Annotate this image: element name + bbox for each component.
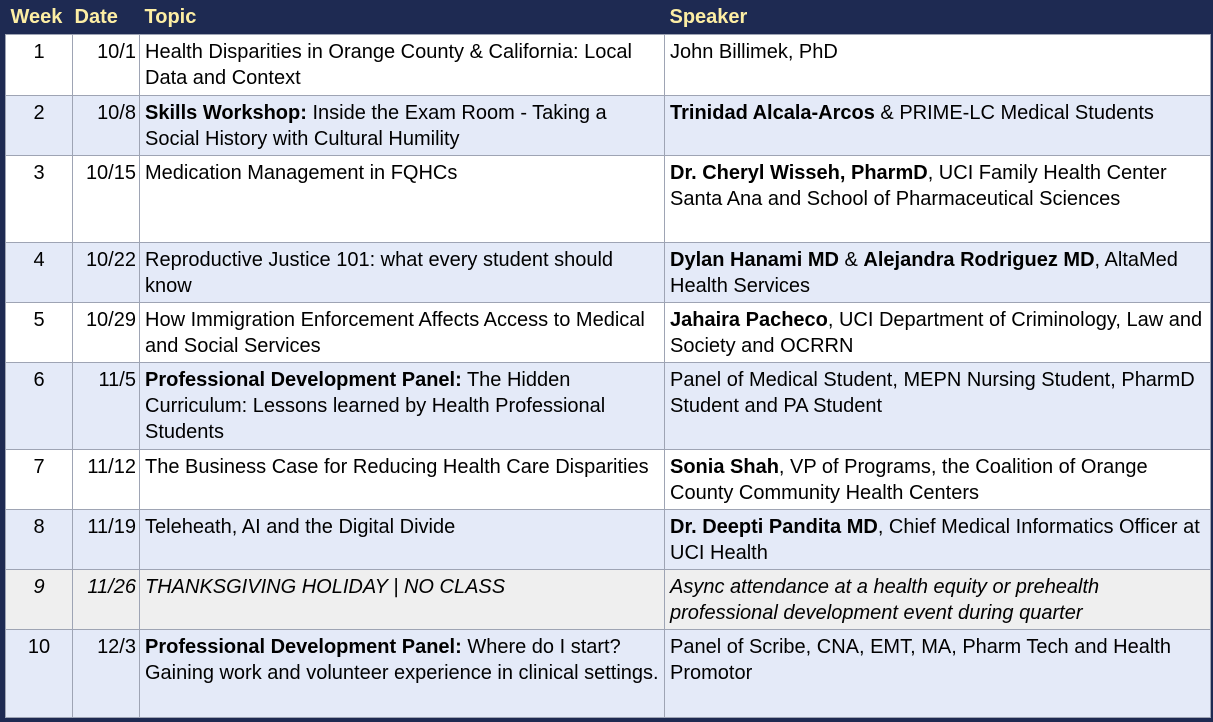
speaker-name: Sonia Shah	[670, 455, 779, 478]
speaker-affiliation: Async attendance at a health equity or prehealth professional development event during quarter	[670, 575, 1100, 624]
speaker-name: Dr. Cheryl Wisseh, PharmD	[670, 161, 928, 184]
topic-text: Reproductive Justice 101: what every student should know	[145, 248, 614, 297]
speaker-affiliation: John Billimek, PhD	[670, 40, 838, 63]
topic-cell	[140, 155, 665, 242]
speaker-affiliation: , UCI Family Health Center Santa Ana and School of Pharmaceutical Sciences	[670, 161, 1167, 210]
speaker-cell	[665, 302, 1211, 362]
speaker-affiliation: , VP of Programs, the Coalition of Orange County Community Health Centers	[670, 455, 1148, 504]
topic-text: THANKSGIVING HOLIDAY | NO CLASS	[145, 575, 506, 598]
speaker-cell	[665, 155, 1211, 242]
topic-text: The Business Case for Reducing Health Care Disparities	[145, 455, 649, 478]
date-cell: 11/5	[73, 362, 140, 449]
week-cell: 8	[6, 509, 73, 569]
speaker-cell	[665, 95, 1211, 155]
topic-cell	[140, 302, 665, 362]
table-row	[6, 629, 1211, 717]
topic-text: Inside the Exam Room - Taking a Social History with Cultural Humility	[145, 101, 607, 150]
table-row	[6, 95, 1211, 155]
speaker-name: Dylan Hanami MD	[670, 248, 839, 271]
speaker-affiliation: Panel of Medical Student, MEPN Nursing Student, PharmD Student and PA Student	[670, 368, 1195, 417]
speaker-cell	[665, 242, 1211, 302]
speaker-name: Trinidad Alcala-Arcos	[670, 101, 875, 124]
topic-text: Medication Management in FQHCs	[145, 161, 458, 184]
speaker-cell	[665, 509, 1211, 569]
date-cell: 10/22	[73, 242, 140, 302]
topic-cell	[140, 449, 665, 509]
speaker-cell	[665, 34, 1211, 95]
week-cell: 10	[6, 629, 73, 717]
table-row	[6, 509, 1211, 569]
topic-text: The Hidden Curriculum: Lessons learned by Health Professional Students	[145, 368, 606, 443]
topic-bold: Professional Development Panel:	[145, 635, 462, 658]
week-cell: 5	[6, 302, 73, 362]
date-cell: 10/1	[73, 34, 140, 95]
table-row	[6, 362, 1211, 449]
header-topic: Topic	[140, 0, 665, 34]
topic-cell	[140, 34, 665, 95]
topic-text: Where do I start? Gaining work and volunteer experience in clinical settings.	[145, 635, 659, 684]
topic-cell	[140, 509, 665, 569]
date-cell: 10/15	[73, 155, 140, 242]
topic-cell	[140, 95, 665, 155]
topic-cell	[140, 242, 665, 302]
week-cell: 6	[6, 362, 73, 449]
table-row	[6, 449, 1211, 509]
date-cell: 12/3	[73, 629, 140, 717]
speaker-affiliation: , AltaMed Health Services	[670, 248, 1178, 297]
table-row	[6, 302, 1211, 362]
week-cell: 7	[6, 449, 73, 509]
speaker-joiner: &	[838, 248, 864, 271]
topic-cell	[140, 362, 665, 449]
date-cell: 10/29	[73, 302, 140, 362]
speaker-name: Jahaira Pacheco	[670, 308, 828, 331]
speaker-name: Dr. Deepti Pandita MD	[670, 515, 878, 538]
week-cell: 2	[6, 95, 73, 155]
header-week: Week	[6, 0, 73, 34]
speaker-cell	[665, 569, 1211, 629]
table-row	[6, 242, 1211, 302]
header-row	[6, 0, 1211, 34]
topic-cell	[140, 569, 665, 629]
topic-bold: Professional Development Panel:	[145, 368, 462, 391]
speaker-cell	[665, 362, 1211, 449]
topic-text: How Immigration Enforcement Affects Access to Medical and Social Services	[145, 308, 645, 357]
topic-text: Health Disparities in Orange County & California: Local Data and Context	[145, 40, 632, 89]
speaker-affiliation: , Chief Medical Informatics Officer at UCI Health	[670, 515, 1200, 564]
header-speaker: Speaker	[665, 0, 1211, 34]
speaker-affiliation: , UCI Department of Criminology, Law and Society and OCRRN	[670, 308, 1203, 357]
table-row	[6, 34, 1211, 95]
date-cell: 11/26	[73, 569, 140, 629]
topic-bold: Skills Workshop:	[145, 101, 307, 124]
topic-cell	[140, 629, 665, 717]
topic-text: Teleheath, AI and the Digital Divide	[145, 515, 456, 538]
week-cell: 9	[6, 569, 73, 629]
date-cell: 11/12	[73, 449, 140, 509]
speaker-cell	[665, 629, 1211, 717]
table-row	[6, 155, 1211, 242]
week-cell: 4	[6, 242, 73, 302]
week-cell: 1	[6, 34, 73, 95]
speaker-affiliation: Panel of Scribe, CNA, EMT, MA, Pharm Tech and Health Promotor	[670, 635, 1171, 684]
header-date: Date	[73, 0, 140, 34]
speaker-cell	[665, 449, 1211, 509]
schedule-table	[5, 0, 1211, 718]
table-row-holiday	[6, 569, 1211, 629]
date-cell: 11/19	[73, 509, 140, 569]
date-cell: 10/8	[73, 95, 140, 155]
speaker-name-2: Alejandra Rodriguez MD	[863, 248, 1095, 271]
week-cell: 3	[6, 155, 73, 242]
speaker-affiliation: & PRIME-LC Medical Students	[874, 101, 1154, 124]
